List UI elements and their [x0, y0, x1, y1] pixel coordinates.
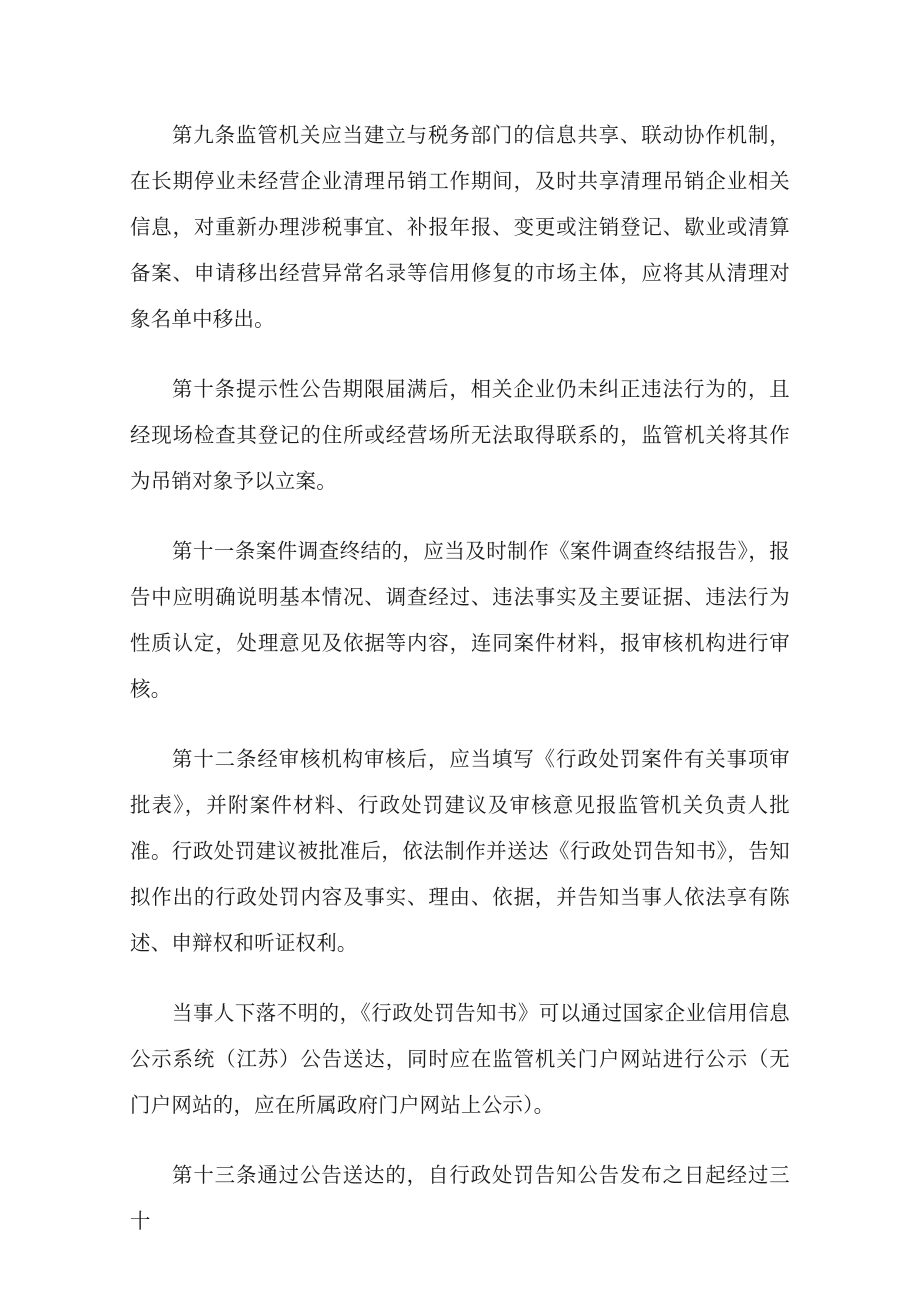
document-body — [130, 112, 790, 1244]
paragraph-article-11: 第十一条案件调查终结的，应当及时制作《案件调查终结报告》，报告中应明确说明基本情况、调查经过、违法事实及主要证据、违法行为性质认定，处理意见及依据等内容，连同案件材料，报审核机构进行审核。 — [130, 539, 790, 701]
paragraph-article-9: 第九条监管机关应当建立与税务部门的信息共享、联动协作机制，在长期停业未经营企业清理吊销工作期间，及时共享清理吊销企业相关信息，对重新办理涉税事宜、补报年报、变更或注销登记、歇业或清算备案、申请移出经营异常名录等信用修复的市场主体，应将其从清理对象名单中移出。 — [130, 123, 790, 331]
paragraph-article-12-notice: 当事人下落不明的，《行政处罚告知书》可以通过国家企业信用信息公示系统（江苏）公告送达，同时应在监管机关门户网站进行公示（无门户网站的，应在所属政府门户网站上公示）。 — [130, 1001, 790, 1117]
paragraph-article-12: 第十二条经审核机构审核后，应当填写《行政处罚案件有关事项审批表》，并附案件材料、行政处罚建议及审核意见报监管机关负责人批准。行政处罚建议被批准后，依法制作并送达《行政处罚告知书》，告知拟作出的行政处罚内容及事实、理由、依据，并告知当事人依法享有陈述、申辩权和听证权利。 — [130, 747, 790, 955]
paragraph-article-10: 第十条提示性公告期限届满后，相关企业仍未纠正违法行为的，且经现场检查其登记的住所或经营场所无法取得联系的，监管机关将其作为吊销对象予以立案。 — [130, 377, 790, 493]
paragraph-article-13: 第十三条通过公告送达的，自行政处罚告知公告发布之日起经过三十 — [130, 1163, 790, 1233]
